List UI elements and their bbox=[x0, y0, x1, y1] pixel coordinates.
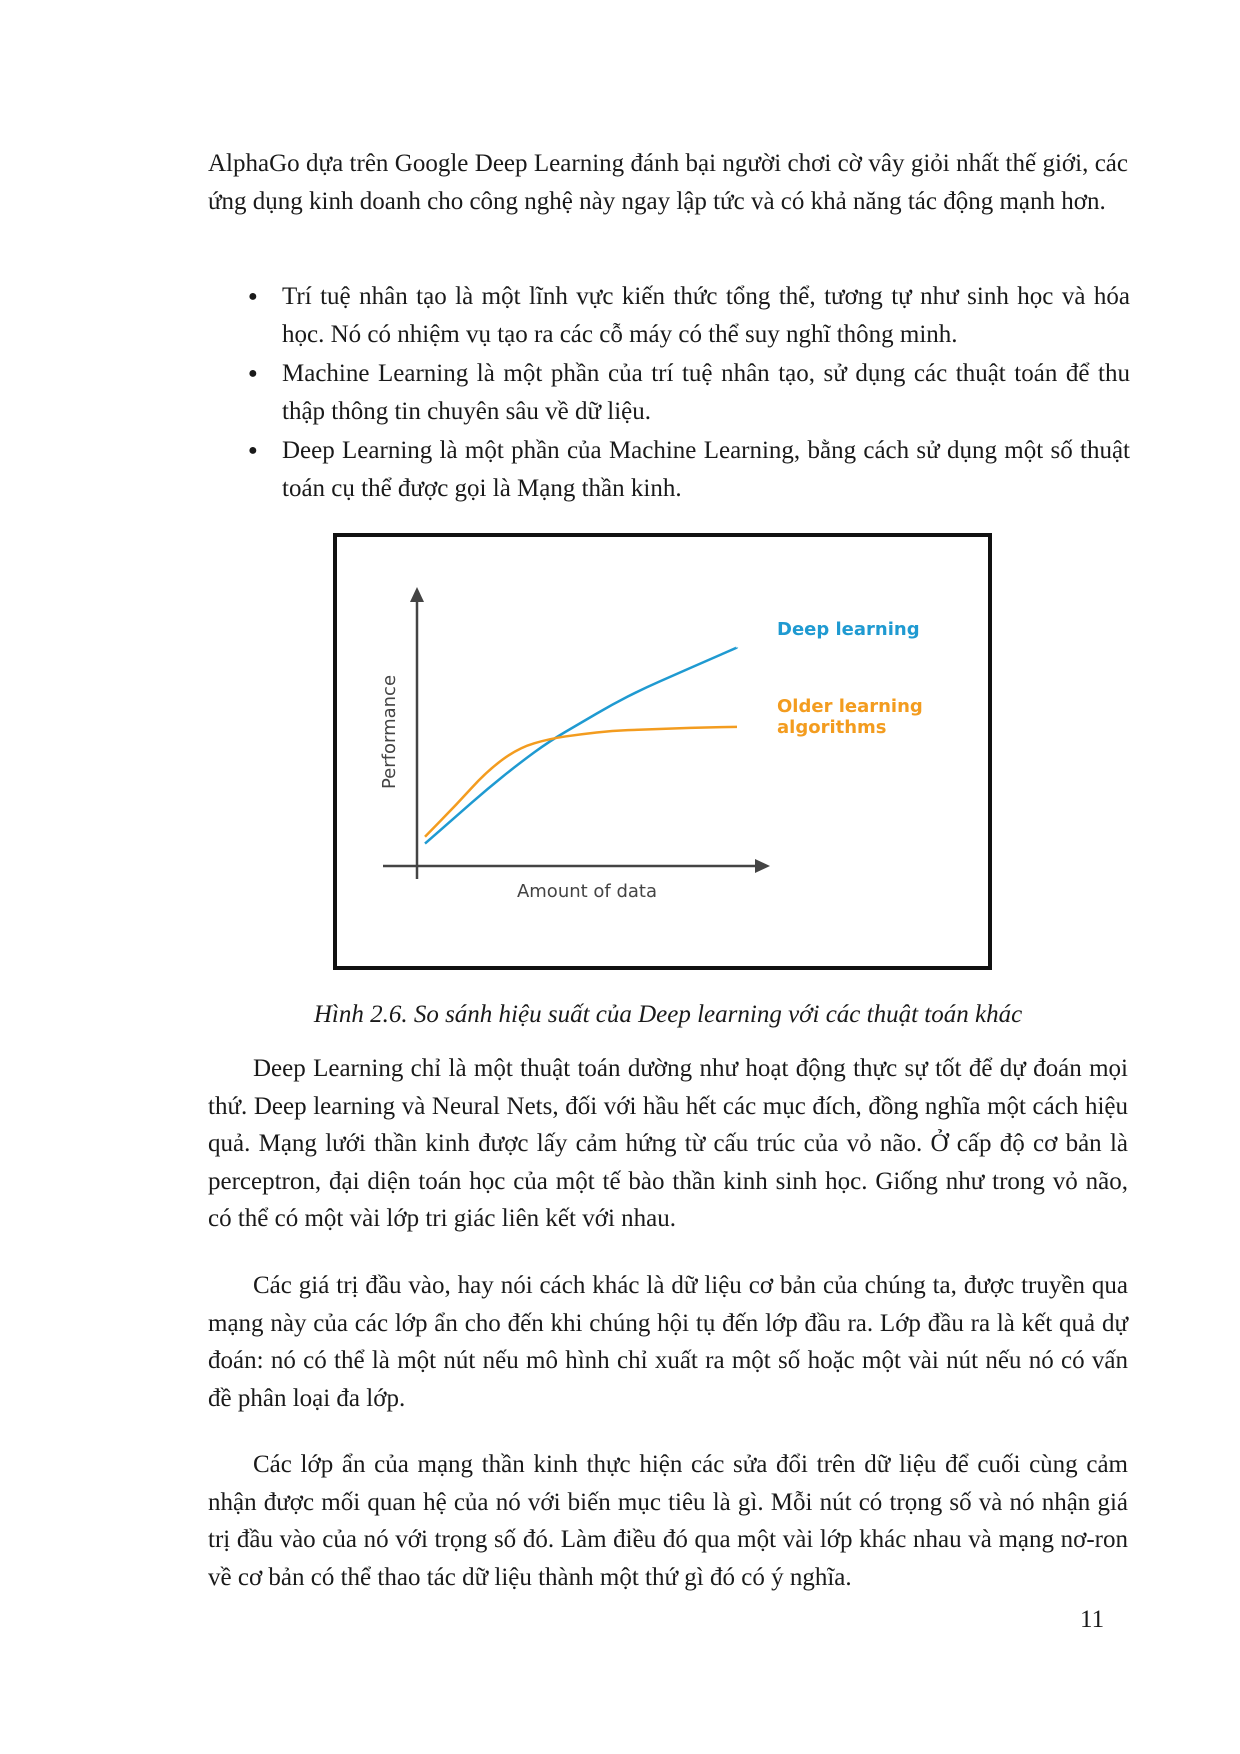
figure-caption: Hình 2.6. So sánh hiệu suất của Deep learning với các thuật toán khác bbox=[313, 1001, 1023, 1028]
legend-older-line-2: algorithms bbox=[777, 717, 887, 738]
performance-chart bbox=[337, 537, 988, 966]
intro-paragraph: AlphaGo dựa trên Google Deep Learning đánh bại người chơi cờ vây giỏi nhất thế giới, các ứng dụng kinh doanh cho công nghệ này ngay lập tức và có khả năng tác động mạnh hơn. bbox=[208, 150, 1128, 215]
bullet-text: Machine Learning là một phần của trí tuệ nhân tạo, sử dụng các thuật toán để thu thập thông tin chuyên sâu về dữ liệu. bbox=[282, 360, 1130, 425]
series-line-older-algorithms bbox=[425, 727, 737, 837]
body-paragraph-2: Các giá trị đầu vào, hay nói cách khác là dữ liệu cơ bản của chúng ta, được truyền qua mạng này của các lớp ẩn cho đến khi chúng hội tụ đến lớp đầu ra. Lớp đầu ra là kết quả dự đoán: nó có thể là một nút nếu mô hình chỉ xuất ra một số hoặc một vài nút nếu nó có vấn đề phân loại đa lớp. bbox=[208, 1272, 1128, 1412]
body-paragraph-1: Deep Learning chỉ là một thuật toán dường như hoạt động thực sự tốt để dự đoán mọi thứ. Deep learning và Neural Nets, đối với hầu hết các mục đích, đồng nghĩa một cách hiệu quả. Mạng lưới thần kinh được lấy cảm hứng từ cấu trúc của vỏ não. Ở cấp độ cơ bản là perceptron, đại diện toán học của một tế bào thần kinh sinh học. Giống như trong vỏ não, có thể có một vài lớp tri giác liên kết với nhau. bbox=[208, 1055, 1128, 1232]
y-axis-label: Performance bbox=[379, 674, 400, 790]
bullet-dot-icon: ● bbox=[248, 365, 258, 382]
bullet-dot-icon: ● bbox=[248, 288, 258, 305]
bullet-item bbox=[240, 432, 1130, 507]
bullet-item bbox=[240, 278, 1130, 353]
x-axis-label: Amount of data bbox=[516, 881, 658, 902]
bullet-text: Trí tuệ nhân tạo là một lĩnh vực kiến thức tổng thể, tương tự như sinh học và hóa học. Nó có nhiệm vụ tạo ra các cỗ máy có thể suy nghĩ thông minh. bbox=[282, 283, 1130, 348]
bullet-item bbox=[240, 355, 1130, 430]
legend-older-line-1: Older learning bbox=[777, 696, 923, 717]
bullet-text: Deep Learning là một phần của Machine Learning, bằng cách sử dụng một số thuật toán cụ thể được gọi là Mạng thần kinh. bbox=[282, 437, 1130, 502]
series-line-deep-learning bbox=[425, 648, 737, 844]
page-number: 11 bbox=[1080, 1606, 1105, 1633]
x-axis-arrow-icon bbox=[755, 859, 770, 873]
bullet-dot-icon: ● bbox=[248, 442, 258, 459]
y-axis-arrow-icon bbox=[410, 587, 424, 602]
bullet-list bbox=[240, 278, 1130, 509]
body-paragraph-3: Các lớp ẩn của mạng thần kinh thực hiện các sửa đổi trên dữ liệu để cuối cùng cảm nhận được mối quan hệ của nó với biến mục tiêu là gì. Mỗi nút có trọng số và nó nhận giá trị đầu vào của nó với trọng số đó. Làm điều đó qua một vài lớp khác nhau và mạng nơ-ron về cơ bản có thể thao tác dữ liệu thành một thứ gì đó có ý nghĩa. bbox=[208, 1451, 1128, 1591]
figure-frame bbox=[333, 533, 992, 970]
legend-deep-learning: Deep learning bbox=[777, 619, 920, 640]
